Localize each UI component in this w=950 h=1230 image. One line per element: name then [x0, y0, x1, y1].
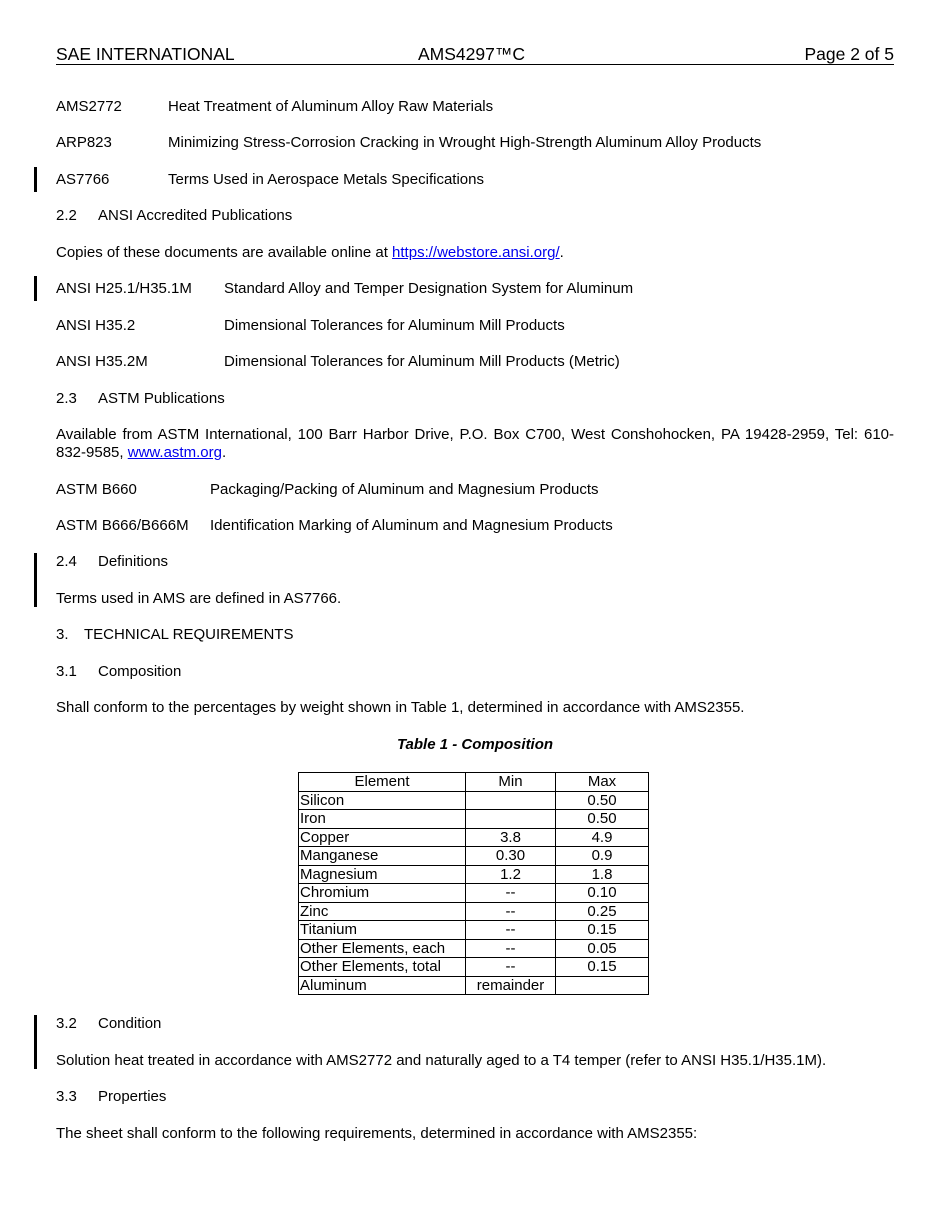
- element-cell: Magnesium: [299, 865, 466, 884]
- section-heading: Composition: [98, 663, 182, 680]
- section-heading: Definitions: [98, 553, 169, 570]
- max-cell: 4.9: [556, 828, 649, 847]
- astm-availability-text: Available from ASTM International, 100 Barr Harbor Drive, P.O. Box C700, West Conshohocken, PA 19428-2959, Tel: 610-832-9585, www.astm.org.: [56, 426, 894, 461]
- max-cell: 1.8: [556, 865, 649, 884]
- element-cell: Zinc: [299, 902, 466, 921]
- table-row: [299, 884, 649, 903]
- table-row: [299, 958, 649, 977]
- max-cell: 0.15: [556, 921, 649, 940]
- table-row: [299, 865, 649, 884]
- section-heading: ANSI Accredited Publications: [98, 207, 293, 224]
- table-row: [299, 810, 649, 829]
- change-bar: [34, 167, 37, 192]
- element-cell: Chromium: [299, 884, 466, 903]
- header-page-number: Page 2 of 5: [804, 44, 894, 64]
- max-cell: 0.25: [556, 902, 649, 921]
- definitions-text: Terms used in AMS are defined in AS7766.: [56, 590, 342, 607]
- max-cell: 0.15: [556, 958, 649, 977]
- ref-code: AS7766: [56, 171, 110, 188]
- min-cell: [466, 791, 556, 810]
- ref-title: Identification Marking of Aluminum and Magnesium Products: [210, 517, 613, 534]
- max-cell: [556, 976, 649, 995]
- table-row: [299, 939, 649, 958]
- section-number: 3.3: [56, 1088, 77, 1105]
- section-heading: Condition: [98, 1015, 162, 1032]
- min-cell: 0.30: [466, 847, 556, 866]
- table-row: [299, 902, 649, 921]
- table-row: [299, 921, 649, 940]
- properties-text: The sheet shall conform to the following requirements, determined in accordance with AMS2355:: [56, 1125, 698, 1142]
- element-cell: Iron: [299, 810, 466, 829]
- composition-table: [298, 772, 649, 995]
- table-row: [299, 828, 649, 847]
- element-cell: Aluminum: [299, 976, 466, 995]
- ref-title: Heat Treatment of Aluminum Alloy Raw Materials: [168, 98, 494, 115]
- ansi-availability-text: Copies of these documents are available online at https://webstore.ansi.org/.: [56, 244, 564, 261]
- ref-code: ASTM B660: [56, 481, 137, 498]
- min-cell: 3.8: [466, 828, 556, 847]
- header-doc-number: AMS4297™C: [418, 44, 525, 64]
- column-header: Min: [466, 773, 556, 792]
- table-row: [299, 791, 649, 810]
- ref-title: Terms Used in Aerospace Metals Specifications: [168, 171, 484, 188]
- min-cell: --: [466, 921, 556, 940]
- min-cell: [466, 810, 556, 829]
- max-cell: 0.10: [556, 884, 649, 903]
- ref-code: ANSI H35.2: [56, 317, 136, 334]
- max-cell: 0.50: [556, 791, 649, 810]
- element-cell: Copper: [299, 828, 466, 847]
- element-cell: Titanium: [299, 921, 466, 940]
- section-heading: ASTM Publications: [98, 390, 225, 407]
- ref-title: Minimizing Stress-Corrosion Cracking in Wrought High-Strength Aluminum Alloy Products: [168, 134, 762, 151]
- condition-text: Solution heat treated in accordance with AMS2772 and naturally aged to a T4 temper (refer to ANSI H35.1/H35.1M).: [56, 1052, 827, 1069]
- min-cell: --: [466, 884, 556, 903]
- ref-code: ANSI H25.1/H35.1M: [56, 280, 192, 297]
- min-cell: --: [466, 902, 556, 921]
- ref-title: Packaging/Packing of Aluminum and Magnesium Products: [210, 481, 599, 498]
- ref-title: Dimensional Tolerances for Aluminum Mill Products (Metric): [224, 353, 620, 370]
- min-cell: 1.2: [466, 865, 556, 884]
- element-cell: Other Elements, each: [299, 939, 466, 958]
- ref-code: ASTM B666/B666M: [56, 517, 189, 534]
- section-number: 2.4: [56, 553, 77, 570]
- ref-code: ANSI H35.2M: [56, 353, 148, 370]
- table-header-row: [299, 773, 649, 792]
- column-header: Max: [556, 773, 649, 792]
- table-row: [299, 976, 649, 995]
- section-number: 2.3: [56, 390, 77, 407]
- ref-title: Standard Alloy and Temper Designation System for Aluminum: [224, 280, 634, 297]
- composition-text: Shall conform to the percentages by weight shown in Table 1, determined in accordance with AMS2355.: [56, 699, 745, 716]
- ref-code: AMS2772: [56, 98, 122, 115]
- section-number: 3.2: [56, 1015, 77, 1032]
- section-number: 2.2: [56, 207, 77, 224]
- change-bar: [34, 1015, 37, 1069]
- max-cell: 0.9: [556, 847, 649, 866]
- section-number: 3.1: [56, 663, 77, 680]
- max-cell: 0.05: [556, 939, 649, 958]
- min-cell: --: [466, 958, 556, 977]
- element-cell: Other Elements, total: [299, 958, 466, 977]
- max-cell: 0.50: [556, 810, 649, 829]
- change-bar: [34, 553, 37, 607]
- ref-title: Dimensional Tolerances for Aluminum Mill Products: [224, 317, 565, 334]
- table-row: [299, 847, 649, 866]
- section-heading: Properties: [98, 1088, 167, 1105]
- column-header: Element: [299, 773, 466, 792]
- section-heading: TECHNICAL REQUIREMENTS: [84, 626, 294, 643]
- page-header: [56, 44, 894, 65]
- ansi-webstore-link[interactable]: https://webstore.ansi.org/: [392, 244, 560, 261]
- ref-code: ARP823: [56, 134, 112, 151]
- section-number: 3.: [56, 626, 69, 643]
- astm-website-link[interactable]: www.astm.org: [127, 444, 222, 461]
- change-bar: [34, 276, 37, 301]
- element-cell: Manganese: [299, 847, 466, 866]
- min-cell: --: [466, 939, 556, 958]
- table-caption: Table 1 - Composition: [396, 736, 554, 753]
- header-org: SAE INTERNATIONAL: [56, 44, 235, 64]
- element-cell: Silicon: [299, 791, 466, 810]
- min-cell: remainder: [466, 976, 556, 995]
